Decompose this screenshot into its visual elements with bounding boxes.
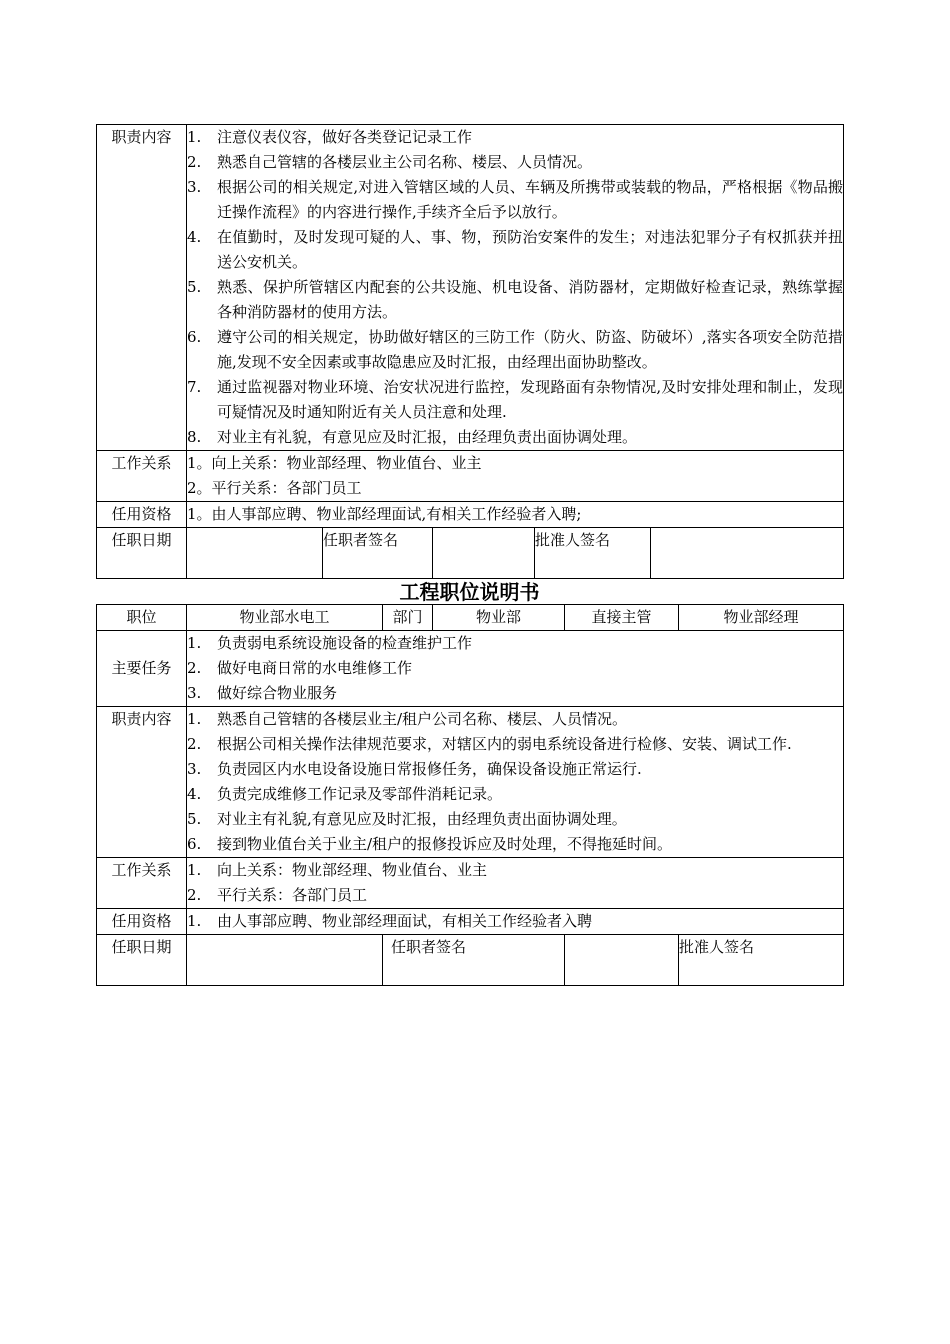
duty-item-number: 1. [187,710,202,728]
duty-item-number: 8. [187,428,202,446]
duty-item-number: 4. [187,228,202,246]
duty-item [187,707,843,732]
task-item-number: 3. [187,684,202,702]
dept-value: 物业部 [433,605,565,631]
position-value: 物业部水电工 [187,605,383,631]
duty-item [187,125,843,150]
duty-item [187,732,843,757]
signer-field[interactable] [565,935,679,986]
duties-row [97,707,844,858]
qualification-item-number: 1. [187,912,202,930]
duty-item-number: 2. [187,735,202,753]
relation-up: 1。向上关系：物业部经理、物业值台、业主 [187,454,482,472]
job-description-table-1 [96,124,844,579]
duty-item-number: 1. [187,128,202,146]
duties-row [97,125,844,451]
supervisor-label: 直接主管 [565,605,679,631]
date-field[interactable] [187,935,383,986]
duty-item-text: 在值勤时，及时发现可疑的人、事、物，预防治安案件的发生；对违法犯罪分子有权抓获并扭送公安机关。 [217,228,843,271]
task-item-number: 2. [187,659,202,677]
relation-item-text: 向上关系：物业部经理、物业值台、业主 [217,861,488,879]
duty-item-text: 根据公司的相关规定,对进入管辖区域的人员、车辆及所携带或装载的物品，严格根据《物品搬迁操作流程》的内容进行操作,手续齐全后予以放行。 [217,178,843,221]
qualification-item [187,909,843,934]
duties-content [187,125,844,451]
job-description-table-2 [96,604,844,986]
position-label: 职位 [97,605,187,631]
task-item [187,656,843,681]
duty-item-number: 5. [187,810,202,828]
duty-item-text: 对业主有礼貌,有意见应及时汇报，由经理负责出面协调处理。 [217,810,627,828]
approver-label: 批准人签名 [535,528,651,579]
duty-item [187,150,843,175]
duty-item-text: 负责完成维修工作记录及零部件消耗记录。 [217,785,503,803]
duty-item-number: 6. [187,835,202,853]
relations-row [97,858,844,909]
duty-item-text: 熟悉、保护所管辖区内配套的公共设施、机电设备、消防器材，定期做好检查记录，熟练掌握各种消防器材的使用方法。 [217,278,843,321]
tasks-list [187,631,843,706]
dept-label: 部门 [383,605,433,631]
duty-item-text: 对业主有礼貌，有意见应及时汇报，由经理负责出面协调处理。 [217,428,638,446]
task-item-text: 做好电商日常的水电维修工作 [217,659,413,677]
duty-item-text: 熟悉自己管辖的各楼层业主公司名称、楼层、人员情况。 [217,153,593,171]
signature-row [97,528,844,579]
relation-item-number: 2. [187,886,202,904]
qualification-label: 任用资格 [97,502,187,528]
duty-item [187,757,843,782]
task-item-text: 负责弱电系统设施设备的检查维护工作 [217,634,473,652]
relation-parallel: 2。平行关系：各部门员工 [187,479,362,497]
relation-item [187,883,843,908]
duty-item [187,807,843,832]
duty-item [187,832,843,857]
duty-item [187,425,843,450]
duty-item [187,782,843,807]
relation-item [187,858,843,883]
date-label: 任职日期 [97,935,187,986]
duty-item [187,175,843,225]
relation-item-text: 平行关系：各部门员工 [217,886,368,904]
duty-item-text: 通过监视器对物业环境、治安状况进行监控，发现路面有杂物情况,及时安排处理和制止，发现可疑情况及时通知附近有关人员注意和处理. [217,378,843,421]
relations-row [97,451,844,502]
signer-label: 任职者签名 [391,938,467,956]
duties-list [187,707,843,857]
qualification-row [97,502,844,528]
duty-item [187,375,843,425]
qualification-content: 1。由人事部应聘、物业部经理面试,有相关工作经验者入聘; [187,502,844,528]
duty-item-text: 接到物业值台关于业主/租户的报修投诉应及时处理，不得拖延时间。 [217,835,673,853]
duty-item-number: 7. [187,378,202,396]
signer-field[interactable] [433,528,535,579]
tasks-row [97,631,844,707]
approver-label: 批准人签名 [679,935,844,986]
duty-item [187,275,843,325]
task-item-text: 做好综合物业服务 [217,684,338,702]
qualification-content [187,909,844,935]
relations-content [187,858,844,909]
qualification-label: 任用资格 [97,909,187,935]
duty-item-text: 注意仪表仪容，做好各类登记记录工作 [217,128,473,146]
signer-label-cell [383,935,565,986]
supervisor-value: 物业部经理 [679,605,844,631]
duty-item-number: 3. [187,178,202,196]
duty-item-text: 遵守公司的相关规定，协助做好辖区的三防工作（防火、防盗、防破坏）,落实各项安全防范措施,发现不安全因素或事故隐患应及时汇报，由经理出面协助整改。 [217,328,843,371]
duties-label: 职责内容 [97,125,187,451]
date-label: 任职日期 [97,528,187,579]
duties-list [187,125,843,450]
duty-item-text: 负责园区内水电设备设施日常报修任务，确保设备设施正常运行. [217,760,642,778]
duties-content [187,707,844,858]
duty-item [187,325,843,375]
relations-list [187,858,843,908]
qualification-row [97,909,844,935]
qualification-item-text: 由人事部应聘、物业部经理面试，有相关工作经验者入聘 [217,912,593,930]
relations-content [187,451,844,502]
duties-label: 职责内容 [97,707,187,858]
document-title: 工程职位说明书 [399,580,540,604]
relation-item-number: 1. [187,861,202,879]
duty-item-number: 6. [187,328,202,346]
duty-item-text: 熟悉自己管辖的各楼层业主/租户公司名称、楼层、人员情况。 [217,710,628,728]
task-item [187,631,843,656]
relations-label: 工作关系 [97,858,187,909]
duty-item [187,225,843,275]
duty-item-number: 5. [187,278,202,296]
tasks-label: 主要任务 [97,631,187,707]
task-item-number: 1. [187,634,202,652]
duty-item-number: 2. [187,153,202,171]
approver-field[interactable] [651,528,844,579]
qualification-list [187,909,843,934]
task-item [187,681,843,706]
duty-item-number: 4. [187,785,202,803]
date-field[interactable] [187,528,323,579]
header-row [97,605,844,631]
signer-label: 任职者签名 [323,528,433,579]
duty-item-number: 3. [187,760,202,778]
signature-row [97,935,844,986]
relations-label: 工作关系 [97,451,187,502]
duty-item-text: 根据公司相关操作法律规范要求，对辖区内的弱电系统设备进行检修、安装、调试工作. [217,735,792,753]
tasks-content [187,631,844,707]
